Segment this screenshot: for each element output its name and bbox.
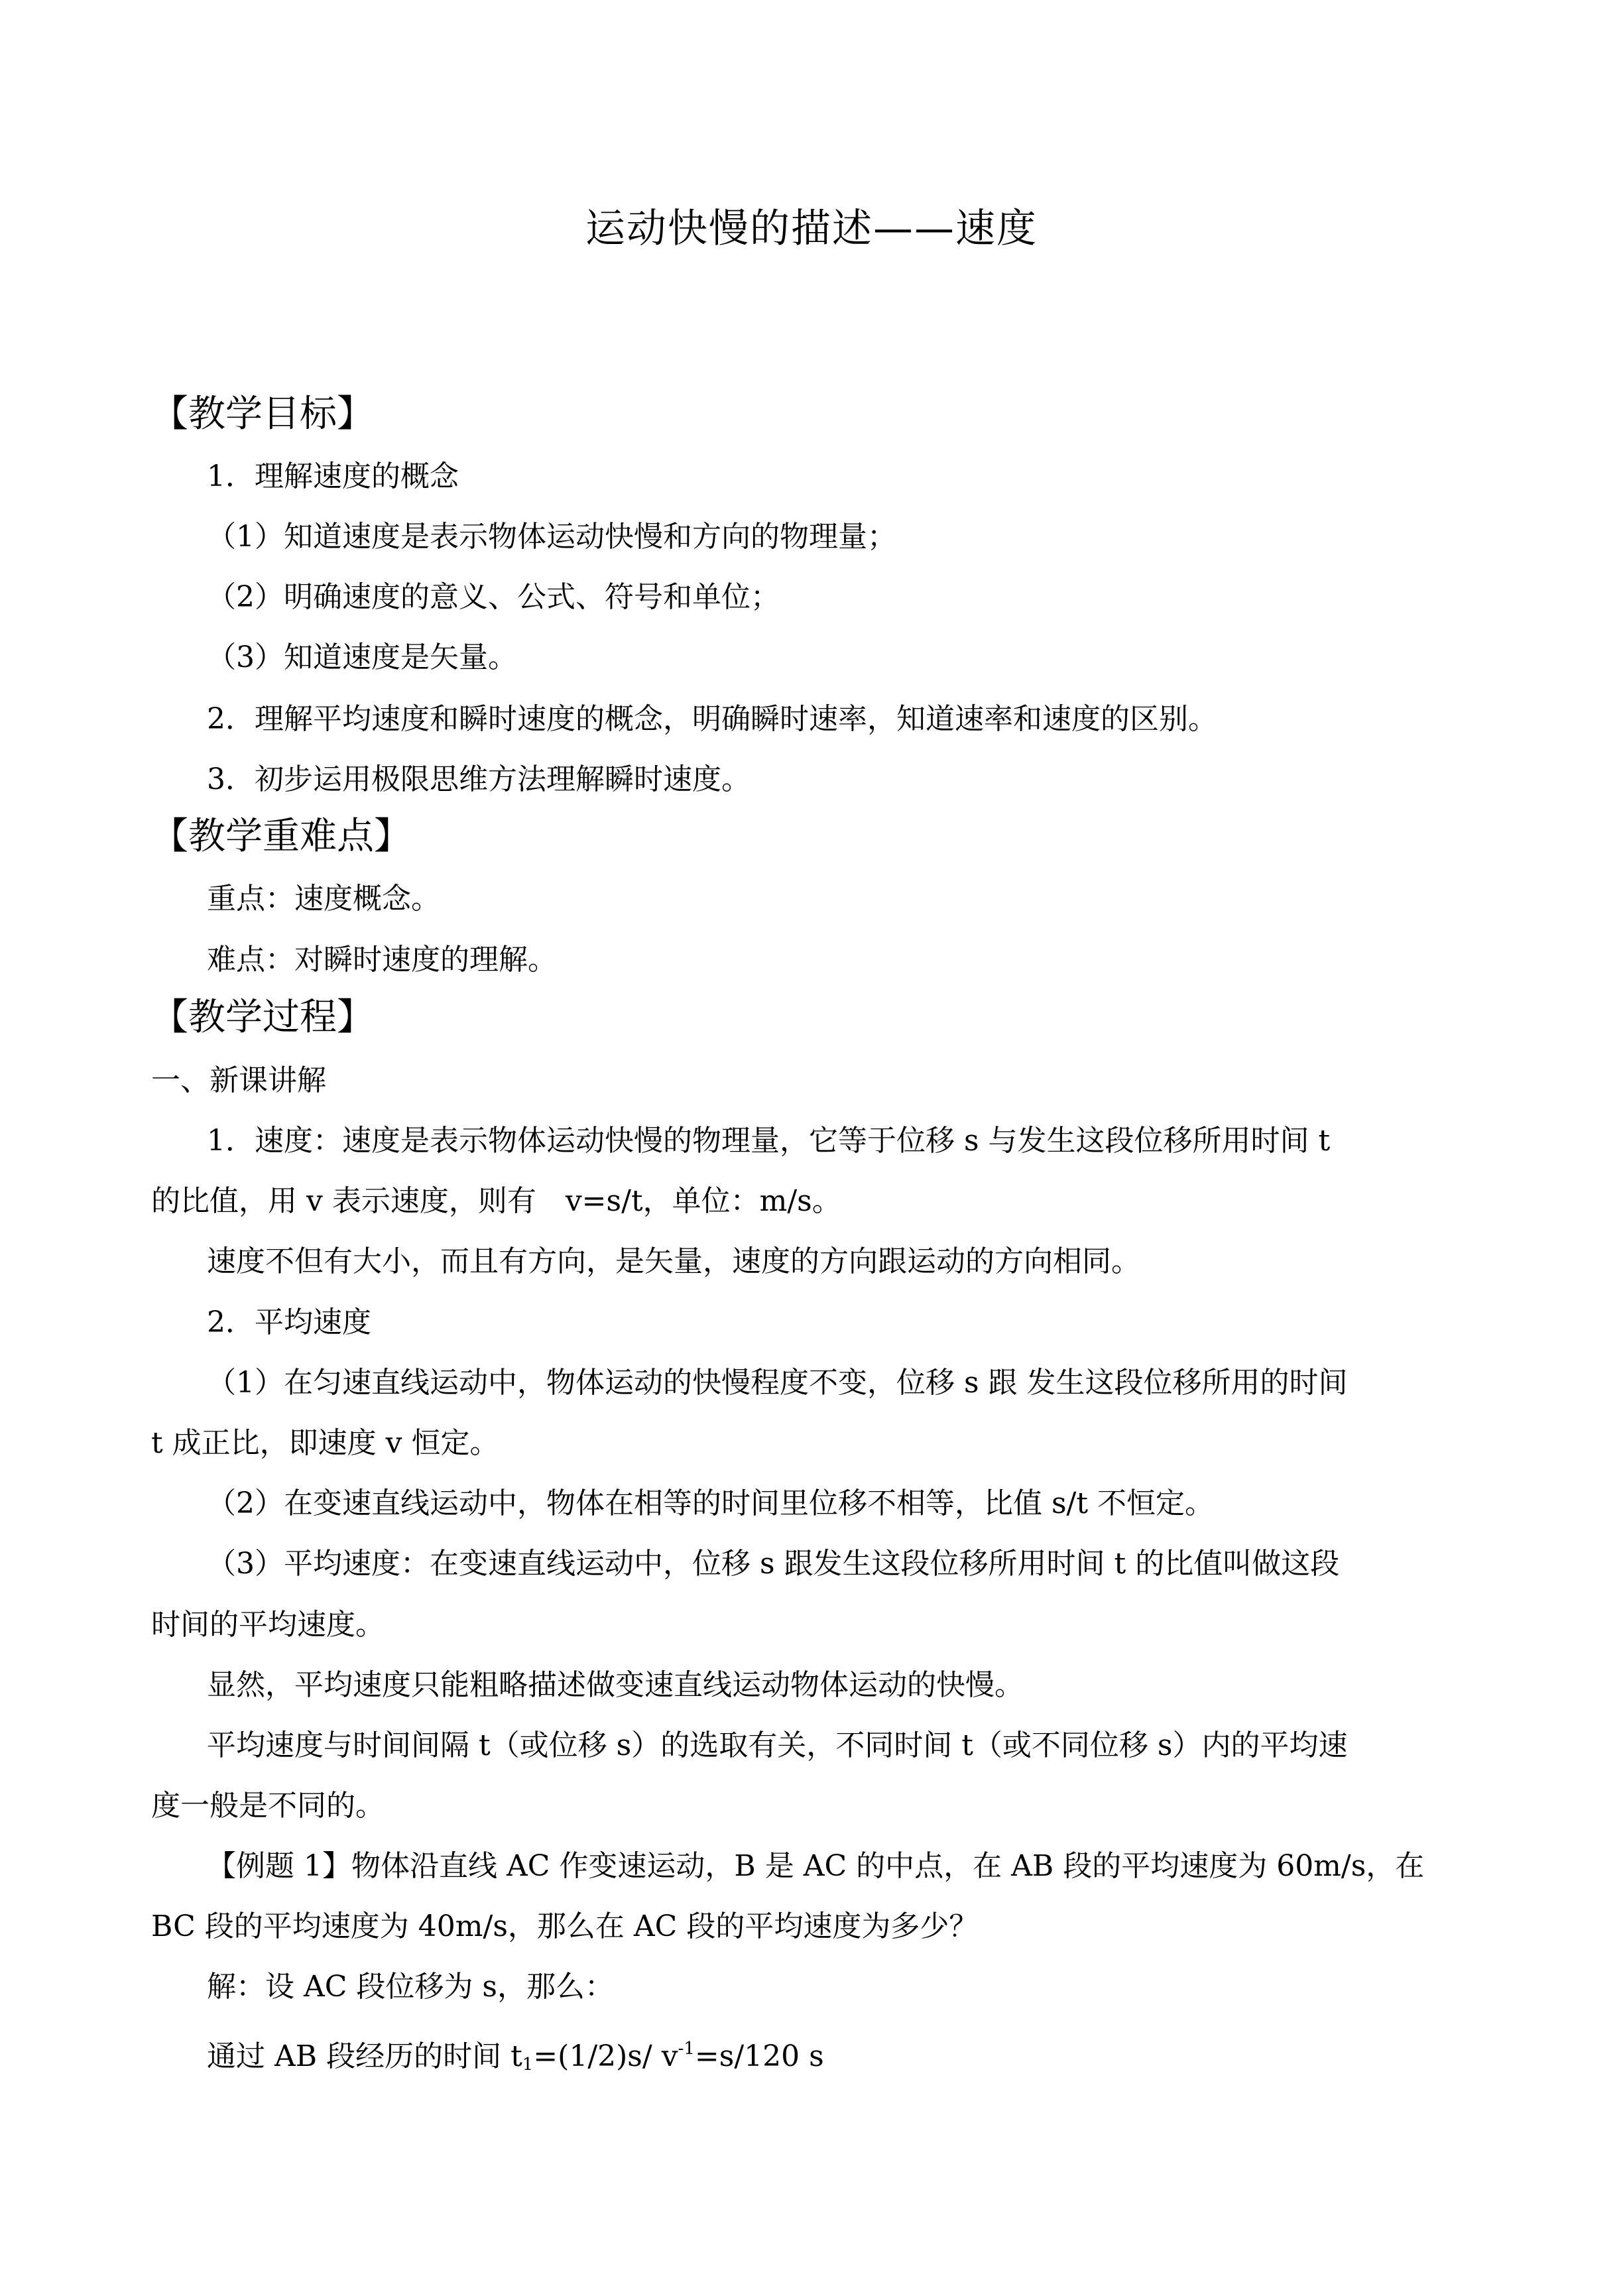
heading-teaching-process: 【教学过程】 (151, 996, 374, 1039)
goal-1a: （1）知道速度是表示物体运动快慢和方向的物理量； (207, 520, 896, 554)
solution-intro: 解：设 AC 段位移为 s，那么： (207, 1970, 614, 2004)
example-1-line2: BC 段的平均速度为 40m/s，那么在 AC 段的平均速度为多少？ (151, 1909, 979, 1943)
speed-vector-note: 速度不但有大小，而且有方向，是矢量，速度的方向跟运动的方向相同。 (207, 1244, 1140, 1278)
interval-line1: 平均速度与时间间隔 t（或位移 s）的选取有关，不同时间 t（或不同位移 s）内的平均速 (207, 1728, 1348, 1762)
time-formula-prefix: 通过 AB 段经历的时间 t (207, 2039, 522, 2073)
time-formula-subscript: 1 (522, 2055, 534, 2075)
page-title: 运动快慢的描述——速度 (585, 206, 1038, 252)
goal-2: 2．理解平均速度和瞬时速度的概念，明确瞬时速率，知道速率和速度的区别。 (207, 702, 1217, 736)
heading-teaching-goals: 【教学目标】 (151, 393, 374, 436)
goal-1c: （3）知道速度是矢量。 (207, 640, 517, 674)
avg-1-line2: t 成正比，即速度 v 恒定。 (151, 1426, 499, 1460)
part-1-heading: 一、新课讲解 (151, 1063, 326, 1097)
avg-1-line1: （1）在匀速直线运动中，物体运动的快慢程度不变，位移 s 跟 发生这段位移所用的时间 (207, 1366, 1348, 1400)
avg-2: （2）在变速直线运动中，物体在相等的时间里位移不相等，比值 s/t 不恒定。 (207, 1486, 1215, 1520)
goal-1b: （2）明确速度的意义、公式、符号和单位； (207, 580, 780, 614)
example-1-line1: 【例题 1】物体沿直线 AC 作变速运动，B 是 AC 的中点，在 AB 段的平均速度为 60m/s，在 (207, 1849, 1425, 1883)
goal-1: 1．理解速度的概念 (207, 459, 459, 493)
speed-definition-line2: 的比值，用 v 表示速度，则有 v=s/t，单位：m/s。 (151, 1184, 841, 1218)
time-formula-suffix: =s/120 s (694, 2039, 824, 2073)
average-speed-heading: 2．平均速度 (207, 1305, 371, 1339)
time-formula (207, 2029, 824, 2085)
speed-definition-line1: 1．速度：速度是表示物体运动快慢的物理量，它等于位移 s 与发生这段位移所用时间 t (207, 1124, 1331, 1158)
time-formula-middle: =(1/2)s/ v (533, 2039, 678, 2073)
heading-key-difficult: 【教学重难点】 (151, 815, 411, 858)
avg-3-line1: （3）平均速度：在变速直线运动中，位移 s 跟发生这段位移所用时间 t 的比值叫做这段 (207, 1547, 1340, 1581)
difficult-point: 难点：对瞬时速度的理解。 (207, 943, 557, 977)
interval-line2: 度一般是不同的。 (151, 1789, 385, 1823)
avg-3-line2: 时间的平均速度。 (151, 1608, 385, 1642)
goal-3: 3．初步运用极限思维方法理解瞬时速度。 (207, 762, 751, 796)
time-formula-superscript: -1 (678, 2039, 695, 2059)
key-point: 重点：速度概念。 (207, 882, 440, 916)
obvious-note: 显然，平均速度只能粗略描述做变速直线运动物体运动的快慢。 (207, 1668, 1024, 1702)
